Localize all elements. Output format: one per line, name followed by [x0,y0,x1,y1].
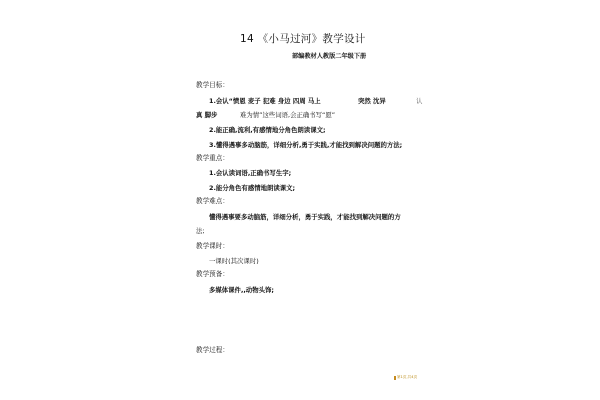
heading-teaching-goals: 教学目标： [196,81,229,89]
goal-line-1b: 难为情”这些词语,会正确书写“愿” [240,111,336,119]
preparation-line-1: 多媒体课件,,动物头饰; [209,286,274,294]
document-subtitle: 部编教材人教版二年级下册 [292,53,367,60]
heading-teaching-process: 教学过程： [196,346,229,354]
footer-marker [394,376,396,380]
goal-line-1-continued: 突然 沈异 [358,97,386,105]
goal-line-3: 3.懂得遇事多动脑筋，详细分析,勇于实践,才能找到解决问题的方法; [209,141,403,149]
goal-line-1b-start: 真 脚步 [196,111,218,119]
key-point-line-1: 1.会认读词语,正确书写生字; [209,169,292,177]
difficulty-line-1: 懂得遇事要多动脑筋，详细分析，勇于实践，才能找到解决问题的方 [209,213,401,221]
heading-difficulties: 教学难点： [196,197,229,205]
goal-line-1-end: 认 [416,97,423,105]
difficulty-line-2: 法; [196,227,205,235]
heading-preparation: 教学预备： [196,270,229,278]
heading-class-hours: 教学课时： [196,242,229,250]
document-title: 14 《小马过河》教学设计 [240,33,366,45]
class-hours-line-1: 一课时(其次课时) [209,257,259,265]
goal-line-2: 2.能正确,流利,有感情地分角色朗读课文; [209,126,326,134]
page-footer: 第1页,共4页 [397,375,418,379]
key-point-line-2: 2.能分角色有感情地朗读课文; [209,184,296,192]
goal-line-1: 1.会认“愤恩 麦子 犯难 身边 四周 马上 [209,97,321,105]
heading-key-points: 教学重点： [196,154,229,162]
